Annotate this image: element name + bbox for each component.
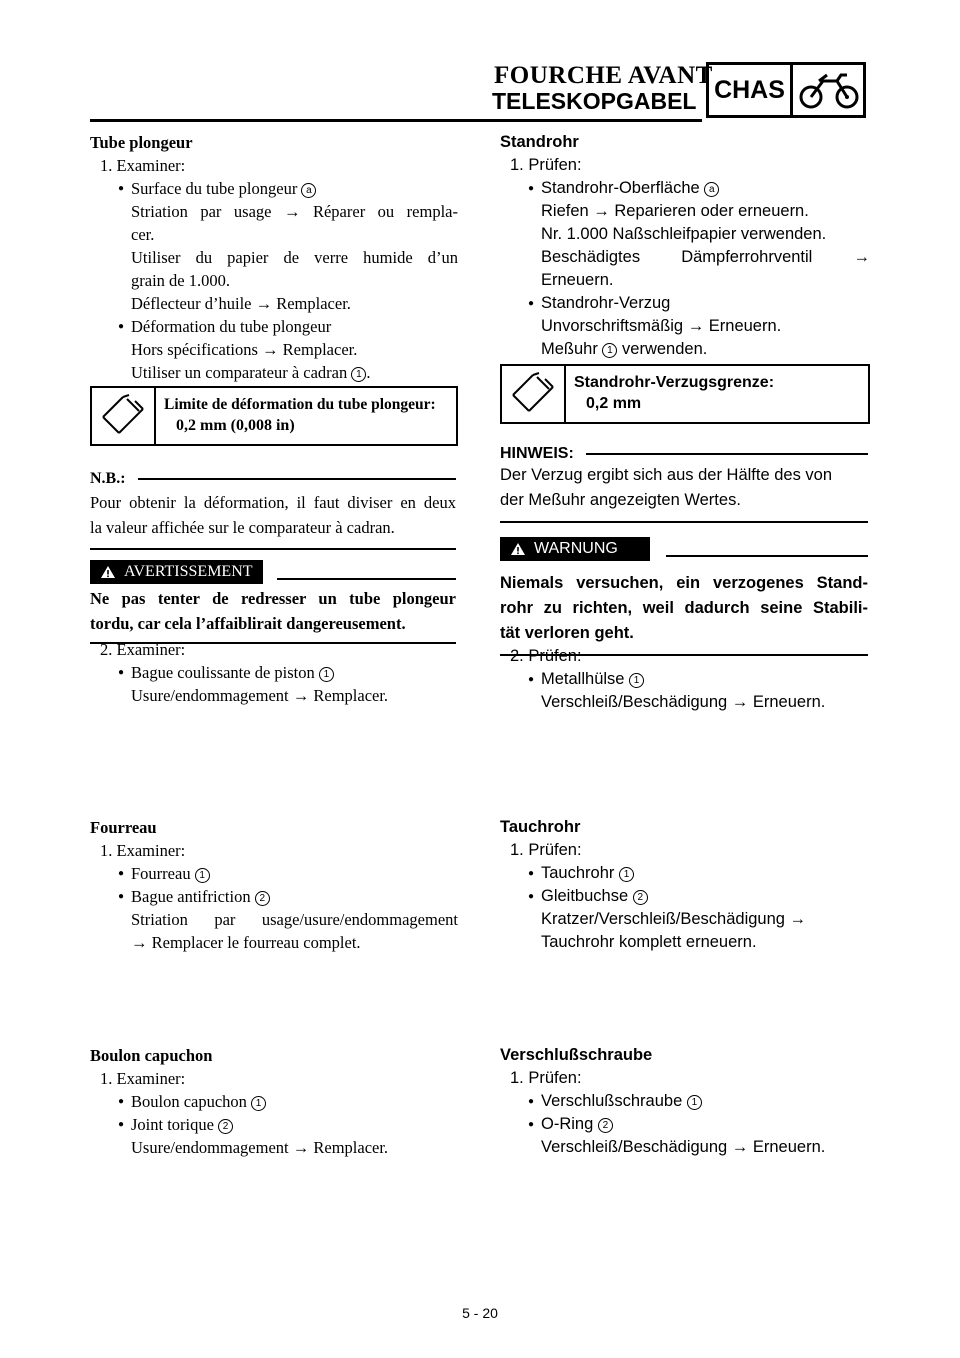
de-spec-value: 0,2 mm — [586, 395, 642, 412]
de-warning-l2: rohr zu richten, weil dadurch seine Stabili- — [500, 599, 868, 617]
de-tauchrohr-l1: Kratzer/Verschleiß/Beschädigung → — [541, 910, 807, 928]
wrench-spec-icon — [92, 388, 156, 444]
ref-marker: 2 — [255, 891, 270, 906]
de-standrohr-b2-l1: Unvorschriftsmäßig → Erneuern. — [541, 317, 782, 335]
de-standrohr-bullet2: ● Standrohr-Verzug — [500, 292, 870, 315]
de-spec-box — [500, 364, 870, 424]
fr-note-l1: Pour obtenir la déformation, il faut diviser en deux — [90, 493, 456, 512]
header-title-fr: FOURCHE AVANT — [494, 62, 713, 89]
de-standrohr-heading: Standrohr — [500, 133, 579, 151]
de-standrohr-step2: 2. Prüfen: — [510, 647, 582, 665]
de-warning — [500, 537, 868, 656]
ref-marker: 1 — [629, 673, 644, 688]
fr-tube-b1-l1: Striation par usage → Réparer ou rempla- — [131, 202, 458, 221]
de-standrohr-step1: 1. Prüfen: — [510, 156, 582, 174]
de-warning-l3: tät verloren geht. — [500, 624, 634, 642]
header-rule — [90, 119, 702, 122]
de-standrohr-bullet3: ● Metallhülse 1 — [500, 668, 870, 691]
fr-warning — [90, 560, 456, 644]
fr-warning-label: AVERTISSEMENT — [90, 560, 263, 584]
ref-marker: a — [301, 183, 316, 198]
ref-marker: 1 — [687, 1095, 702, 1110]
fr-fourreau-bullet1: ● Fourreau 1 — [90, 862, 458, 885]
section-label: CHAS — [709, 65, 793, 115]
fr-note-l2: la valeur affichée sur le comparateur à cadran. — [90, 518, 395, 537]
de-standrohr-b1-l4: Erneuern. — [541, 271, 614, 289]
de-tauchrohr-step1: 1. Prüfen: — [510, 841, 582, 859]
fr-tube-bullet3: ● Bague coulissante de piston 1 — [90, 661, 458, 684]
fr-boulon-bullet1: ● Boulon capuchon 1 — [90, 1090, 458, 1113]
motorcycle-icon — [797, 69, 861, 113]
de-note-rule — [500, 521, 868, 523]
fr-note-heading: N.B.: — [90, 470, 126, 487]
ref-marker: 2 — [633, 890, 648, 905]
section-badge — [706, 62, 866, 118]
fr-tube-step1: 1. Examiner: — [100, 156, 186, 175]
de-standrohr-b3-l1: Verschleiß/Beschädigung → Erneuern. — [541, 693, 826, 711]
de-verschluss-bullet2: ● O-Ring 2 — [500, 1113, 870, 1136]
de-standrohr-b2-l2: Meßuhr 1 verwenden. — [541, 340, 708, 358]
de-standrohr-b1-l2: Nr. 1.000 Naßschleifpapier verwenden. — [541, 225, 827, 243]
fr-tube-b1-l5: Déflecteur d’huile → Remplacer. — [131, 294, 351, 313]
fr-boulon-l1: Usure/endommagement → Remplacer. — [131, 1138, 389, 1157]
fr-note-rule — [90, 548, 456, 550]
ref-marker: 1 — [619, 867, 634, 882]
ref-marker: 1 — [195, 868, 210, 883]
ref-marker: a — [704, 182, 719, 197]
fr-tube-step2-block — [90, 638, 458, 707]
ref-marker: 1 — [602, 343, 617, 358]
warning-triangle-icon — [510, 542, 526, 556]
de-section-verschluss — [500, 1044, 870, 1159]
ref-marker: 1 — [251, 1096, 266, 1111]
fr-spec-value: 0,2 mm (0,008 in) — [176, 417, 295, 434]
de-standrohr-bullet1: ● Standrohr-Oberfläche a — [500, 177, 870, 200]
fr-tube-bullet1: ● Surface du tube plongeur a — [90, 177, 458, 200]
fr-fourreau-bullet2: ● Bague antifriction 2 — [90, 885, 458, 908]
fr-boulon-step1: 1. Examiner: — [100, 1069, 186, 1088]
fr-spec-box — [90, 386, 458, 446]
de-verschluss-l1: Verschleiß/Beschädigung → Erneuern. — [541, 1138, 826, 1156]
fr-section-tube — [90, 131, 458, 384]
de-verschluss-bullet1: ● Verschlußschraube 1 — [500, 1090, 870, 1113]
de-spec-label: Standrohr-Verzugsgrenze: — [574, 374, 775, 391]
de-note-l2: der Meßuhr angezeigten Wertes. — [500, 491, 741, 509]
fr-fourreau-l2: → Remplacer le fourreau complet. — [131, 933, 361, 952]
fr-boulon-heading: Boulon capuchon — [90, 1046, 213, 1065]
fr-warning-l1: Ne pas tenter de redresser un tube plongeur — [90, 589, 456, 608]
de-warning-l1: Niemals versuchen, ein verzogenes Stand- — [500, 574, 868, 592]
de-verschluss-heading: Verschlußschraube — [500, 1046, 653, 1064]
fr-spec-label: Limite de déformation du tube plongeur: — [164, 396, 436, 413]
fr-tube-b1-l2: cer. — [131, 225, 155, 244]
de-section-tauchrohr — [500, 816, 870, 954]
de-warning-label: WARNUNG — [500, 537, 650, 561]
de-tauchrohr-l2: Tauchrohr komplett erneuern. — [541, 933, 757, 951]
de-standrohr-b1-l1: Riefen → Reparieren oder erneuern. — [541, 202, 809, 220]
ref-marker: 2 — [598, 1118, 613, 1133]
de-note-heading: HINWEIS: — [500, 445, 574, 462]
de-standrohr-b1-l3: Beschädigtes Dämpferrohrventil → — [541, 248, 870, 266]
fr-tube-bullet2: ● Déformation du tube plongeur — [90, 315, 458, 338]
warning-triangle-icon — [100, 565, 116, 579]
fr-tube-b2-l1: Hors spécifications → Remplacer. — [131, 340, 358, 359]
fr-tube-b2-l2: Utiliser un comparateur à cadran 1 . — [131, 363, 371, 382]
de-note — [500, 445, 868, 523]
fr-tube-b1-l3: Utiliser du papier de verre humide d’un — [131, 248, 458, 267]
de-tauchrohr-bullet1: ● Tauchrohr 1 — [500, 862, 870, 885]
fr-fourreau-l1: Striation par usage/usure/endommagement — [131, 910, 458, 929]
de-tauchrohr-bullet2: ● Gleitbuchse 2 — [500, 885, 870, 908]
fr-fourreau-heading: Fourreau — [90, 818, 157, 837]
fr-tube-step2: 2. Examiner: — [100, 640, 186, 659]
de-section-standrohr — [500, 131, 870, 361]
fr-tube-heading: Tube plongeur — [90, 133, 193, 152]
fr-section-fourreau — [90, 816, 458, 954]
fr-fourreau-step1: 1. Examiner: — [100, 841, 186, 860]
ref-marker: 2 — [218, 1119, 233, 1134]
fr-note — [90, 470, 456, 550]
de-tauchrohr-heading: Tauchrohr — [500, 818, 581, 836]
ref-marker: 1 — [351, 367, 366, 382]
fr-warning-l2: tordu, car cela l’affaiblirait dangereusement. — [90, 614, 406, 633]
page-number: 5 - 20 — [462, 1305, 498, 1321]
de-note-l1: Der Verzug ergibt sich aus der Hälfte des von — [500, 466, 833, 484]
de-standrohr-step2-block — [500, 645, 870, 714]
fr-boulon-bullet2: ● Joint torique 2 — [90, 1113, 458, 1136]
ref-marker: 1 — [319, 667, 334, 682]
de-verschluss-step1: 1. Prüfen: — [510, 1069, 582, 1087]
fr-tube-b3-l1: Usure/endommagement → Remplacer. — [131, 686, 389, 705]
fr-tube-b1-l4: grain de 1.000. — [131, 271, 230, 290]
header-title-de: TELESKOPGABEL — [492, 88, 697, 114]
wrench-spec-icon — [502, 366, 566, 422]
fr-section-boulon — [90, 1044, 458, 1159]
